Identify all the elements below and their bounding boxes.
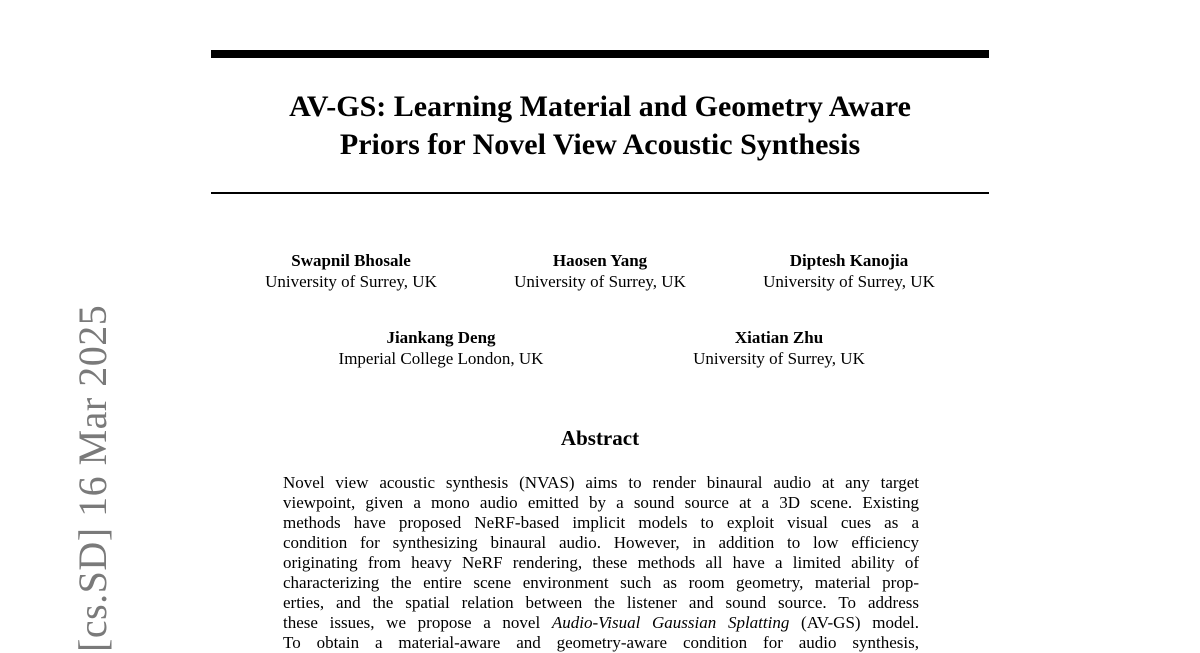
- abstract-line: characterizing the entire scene environment such as room geometry, material prop-: [283, 573, 919, 592]
- author-block-4: [311, 327, 571, 369]
- title-bottom-rule: [211, 192, 989, 194]
- author-name: Swapnil Bhosale: [291, 251, 411, 270]
- abstract-line: methods have proposed NeRF-based implicit models to exploit visual cues as a: [283, 513, 919, 532]
- abstract-text: (AV-GS) model.: [789, 613, 919, 632]
- author-block-5: [649, 327, 909, 369]
- author-affiliation: Imperial College London, UK: [338, 349, 544, 368]
- author-affiliation: University of Surrey, UK: [693, 349, 865, 368]
- author-name: Jiankang Deng: [386, 328, 496, 347]
- abstract-line: originating from heavy NeRF rendering, these methods all have a limited ability of: [283, 553, 919, 572]
- abstract-text: these issues, we propose a novel: [283, 613, 552, 632]
- abstract-line: erties, and the spatial relation between the listener and sound source. To address: [283, 593, 919, 612]
- abstract-body: [283, 473, 919, 653]
- abstract-line: condition for synthesizing binaural audio. However, in addition to low efficiency: [283, 533, 919, 552]
- author-block-3: [719, 250, 979, 292]
- title-line-2: Priors for Novel View Acoustic Synthesis: [339, 128, 861, 161]
- abstract-line-8: [283, 613, 919, 633]
- paper-title: [211, 88, 989, 164]
- title-top-rule: [211, 50, 989, 58]
- author-name: Diptesh Kanojia: [789, 251, 909, 270]
- author-name: Xiatian Zhu: [734, 328, 824, 347]
- arxiv-stamp-text: [cs.SD] 16 Mar 2025: [70, 304, 115, 652]
- abstract-line: viewpoint, given a mono audio emitted by a sound source at a 3D scene. Existing: [283, 493, 919, 512]
- abstract-line: Novel view acoustic synthesis (NVAS) aims to render binaural audio at any target: [283, 473, 919, 492]
- abstract-heading: Abstract: [560, 426, 640, 450]
- arxiv-identifier-stamp: [27, 300, 115, 652]
- abstract-line-partial: To obtain a material-aware and geometry-aware condition for audio synthesis,: [283, 633, 919, 652]
- author-block-2: [470, 250, 730, 292]
- title-line-1: AV-GS: Learning Material and Geometry Aware: [289, 90, 911, 123]
- author-name: Haosen Yang: [552, 251, 648, 270]
- model-name-emphasis: Audio-Visual Gaussian Splatting: [551, 613, 790, 632]
- author-affiliation: University of Surrey, UK: [514, 272, 686, 291]
- author-affiliation: University of Surrey, UK: [265, 272, 437, 291]
- author-affiliation: University of Surrey, UK: [763, 272, 935, 291]
- author-block-1: [221, 250, 481, 292]
